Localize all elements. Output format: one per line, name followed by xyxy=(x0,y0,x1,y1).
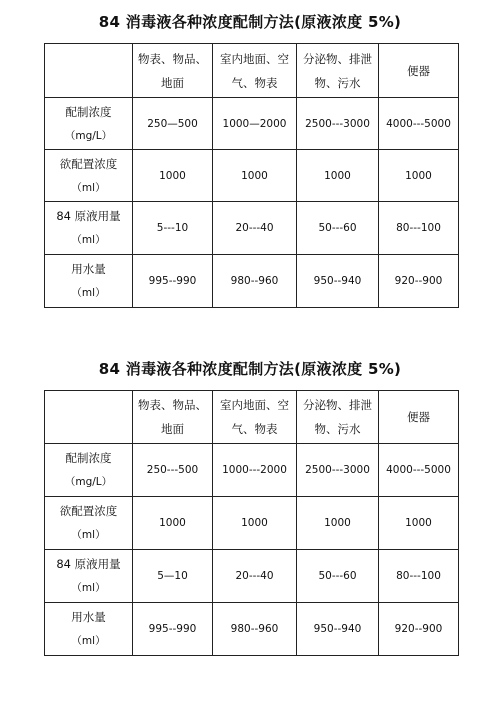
value-cell: 980--960 xyxy=(213,255,297,308)
value-cell: 1000 xyxy=(297,497,379,550)
column-header: 便器 xyxy=(379,44,459,98)
row-label: 欲配置浓度 （ml） xyxy=(45,497,133,550)
value-cell: 995--990 xyxy=(133,255,213,308)
value-cell: 920--900 xyxy=(379,255,459,308)
column-header: 分泌物、排泄 物、污水 xyxy=(297,391,379,444)
value-cell: 5—10 xyxy=(133,550,213,603)
value-cell: 1000 xyxy=(213,150,297,202)
value-cell: 1000 xyxy=(297,150,379,202)
row-label: 配制浓度 （mg/L） xyxy=(45,98,133,150)
header-row xyxy=(45,391,459,444)
column-header: 物表、物品、 地面 xyxy=(133,44,213,98)
table-row xyxy=(45,202,459,255)
column-header: 分泌物、排泄 物、污水 xyxy=(297,44,379,98)
header-row xyxy=(45,44,459,98)
column-header: 便器 xyxy=(379,391,459,444)
table-title-1: 84 消毒液各种浓度配制方法(原液浓度 5%) xyxy=(98,13,402,31)
table-row xyxy=(45,603,459,656)
column-header: 室内地面、空 气、物表 xyxy=(213,44,297,98)
value-cell: 80---100 xyxy=(379,550,459,603)
table-row xyxy=(45,150,459,202)
value-cell: 1000 xyxy=(133,150,213,202)
value-cell: 1000 xyxy=(379,497,459,550)
column-header: 物表、物品、 地面 xyxy=(133,391,213,444)
row-label: 用水量 （ml） xyxy=(45,255,133,308)
value-cell: 80---100 xyxy=(379,202,459,255)
value-cell: 2500---3000 xyxy=(297,98,379,150)
table-row xyxy=(45,444,459,497)
value-cell: 950--940 xyxy=(297,255,379,308)
row-label: 配制浓度 （mg/L） xyxy=(45,444,133,497)
value-cell: 250—500 xyxy=(133,98,213,150)
corner-cell xyxy=(45,44,133,98)
value-cell: 250---500 xyxy=(133,444,213,497)
dilution-table-1 xyxy=(44,43,459,308)
row-label: 84 原液用量 （ml） xyxy=(45,202,133,255)
value-cell: 50---60 xyxy=(297,550,379,603)
value-cell: 20---40 xyxy=(213,202,297,255)
value-cell: 1000---2000 xyxy=(213,444,297,497)
value-cell: 1000 xyxy=(133,497,213,550)
table-row xyxy=(45,98,459,150)
value-cell: 20---40 xyxy=(213,550,297,603)
table-row xyxy=(45,497,459,550)
value-cell: 980--960 xyxy=(213,603,297,656)
table-title-2: 84 消毒液各种浓度配制方法(原液浓度 5%) xyxy=(98,360,402,378)
value-cell: 1000 xyxy=(213,497,297,550)
value-cell: 50---60 xyxy=(297,202,379,255)
value-cell: 950--940 xyxy=(297,603,379,656)
row-label: 84 原液用量 （ml） xyxy=(45,550,133,603)
table-row xyxy=(45,255,459,308)
value-cell: 1000—2000 xyxy=(213,98,297,150)
value-cell: 995--990 xyxy=(133,603,213,656)
row-label: 用水量 （ml） xyxy=(45,603,133,656)
table-row xyxy=(45,550,459,603)
value-cell: 4000---5000 xyxy=(379,444,459,497)
column-header: 室内地面、空 气、物表 xyxy=(213,391,297,444)
value-cell: 5---10 xyxy=(133,202,213,255)
value-cell: 4000---5000 xyxy=(379,98,459,150)
value-cell: 1000 xyxy=(379,150,459,202)
corner-cell xyxy=(45,391,133,444)
dilution-table-2 xyxy=(44,390,459,656)
value-cell: 920--900 xyxy=(379,603,459,656)
row-label: 欲配置浓度 （ml） xyxy=(45,150,133,202)
value-cell: 2500---3000 xyxy=(297,444,379,497)
